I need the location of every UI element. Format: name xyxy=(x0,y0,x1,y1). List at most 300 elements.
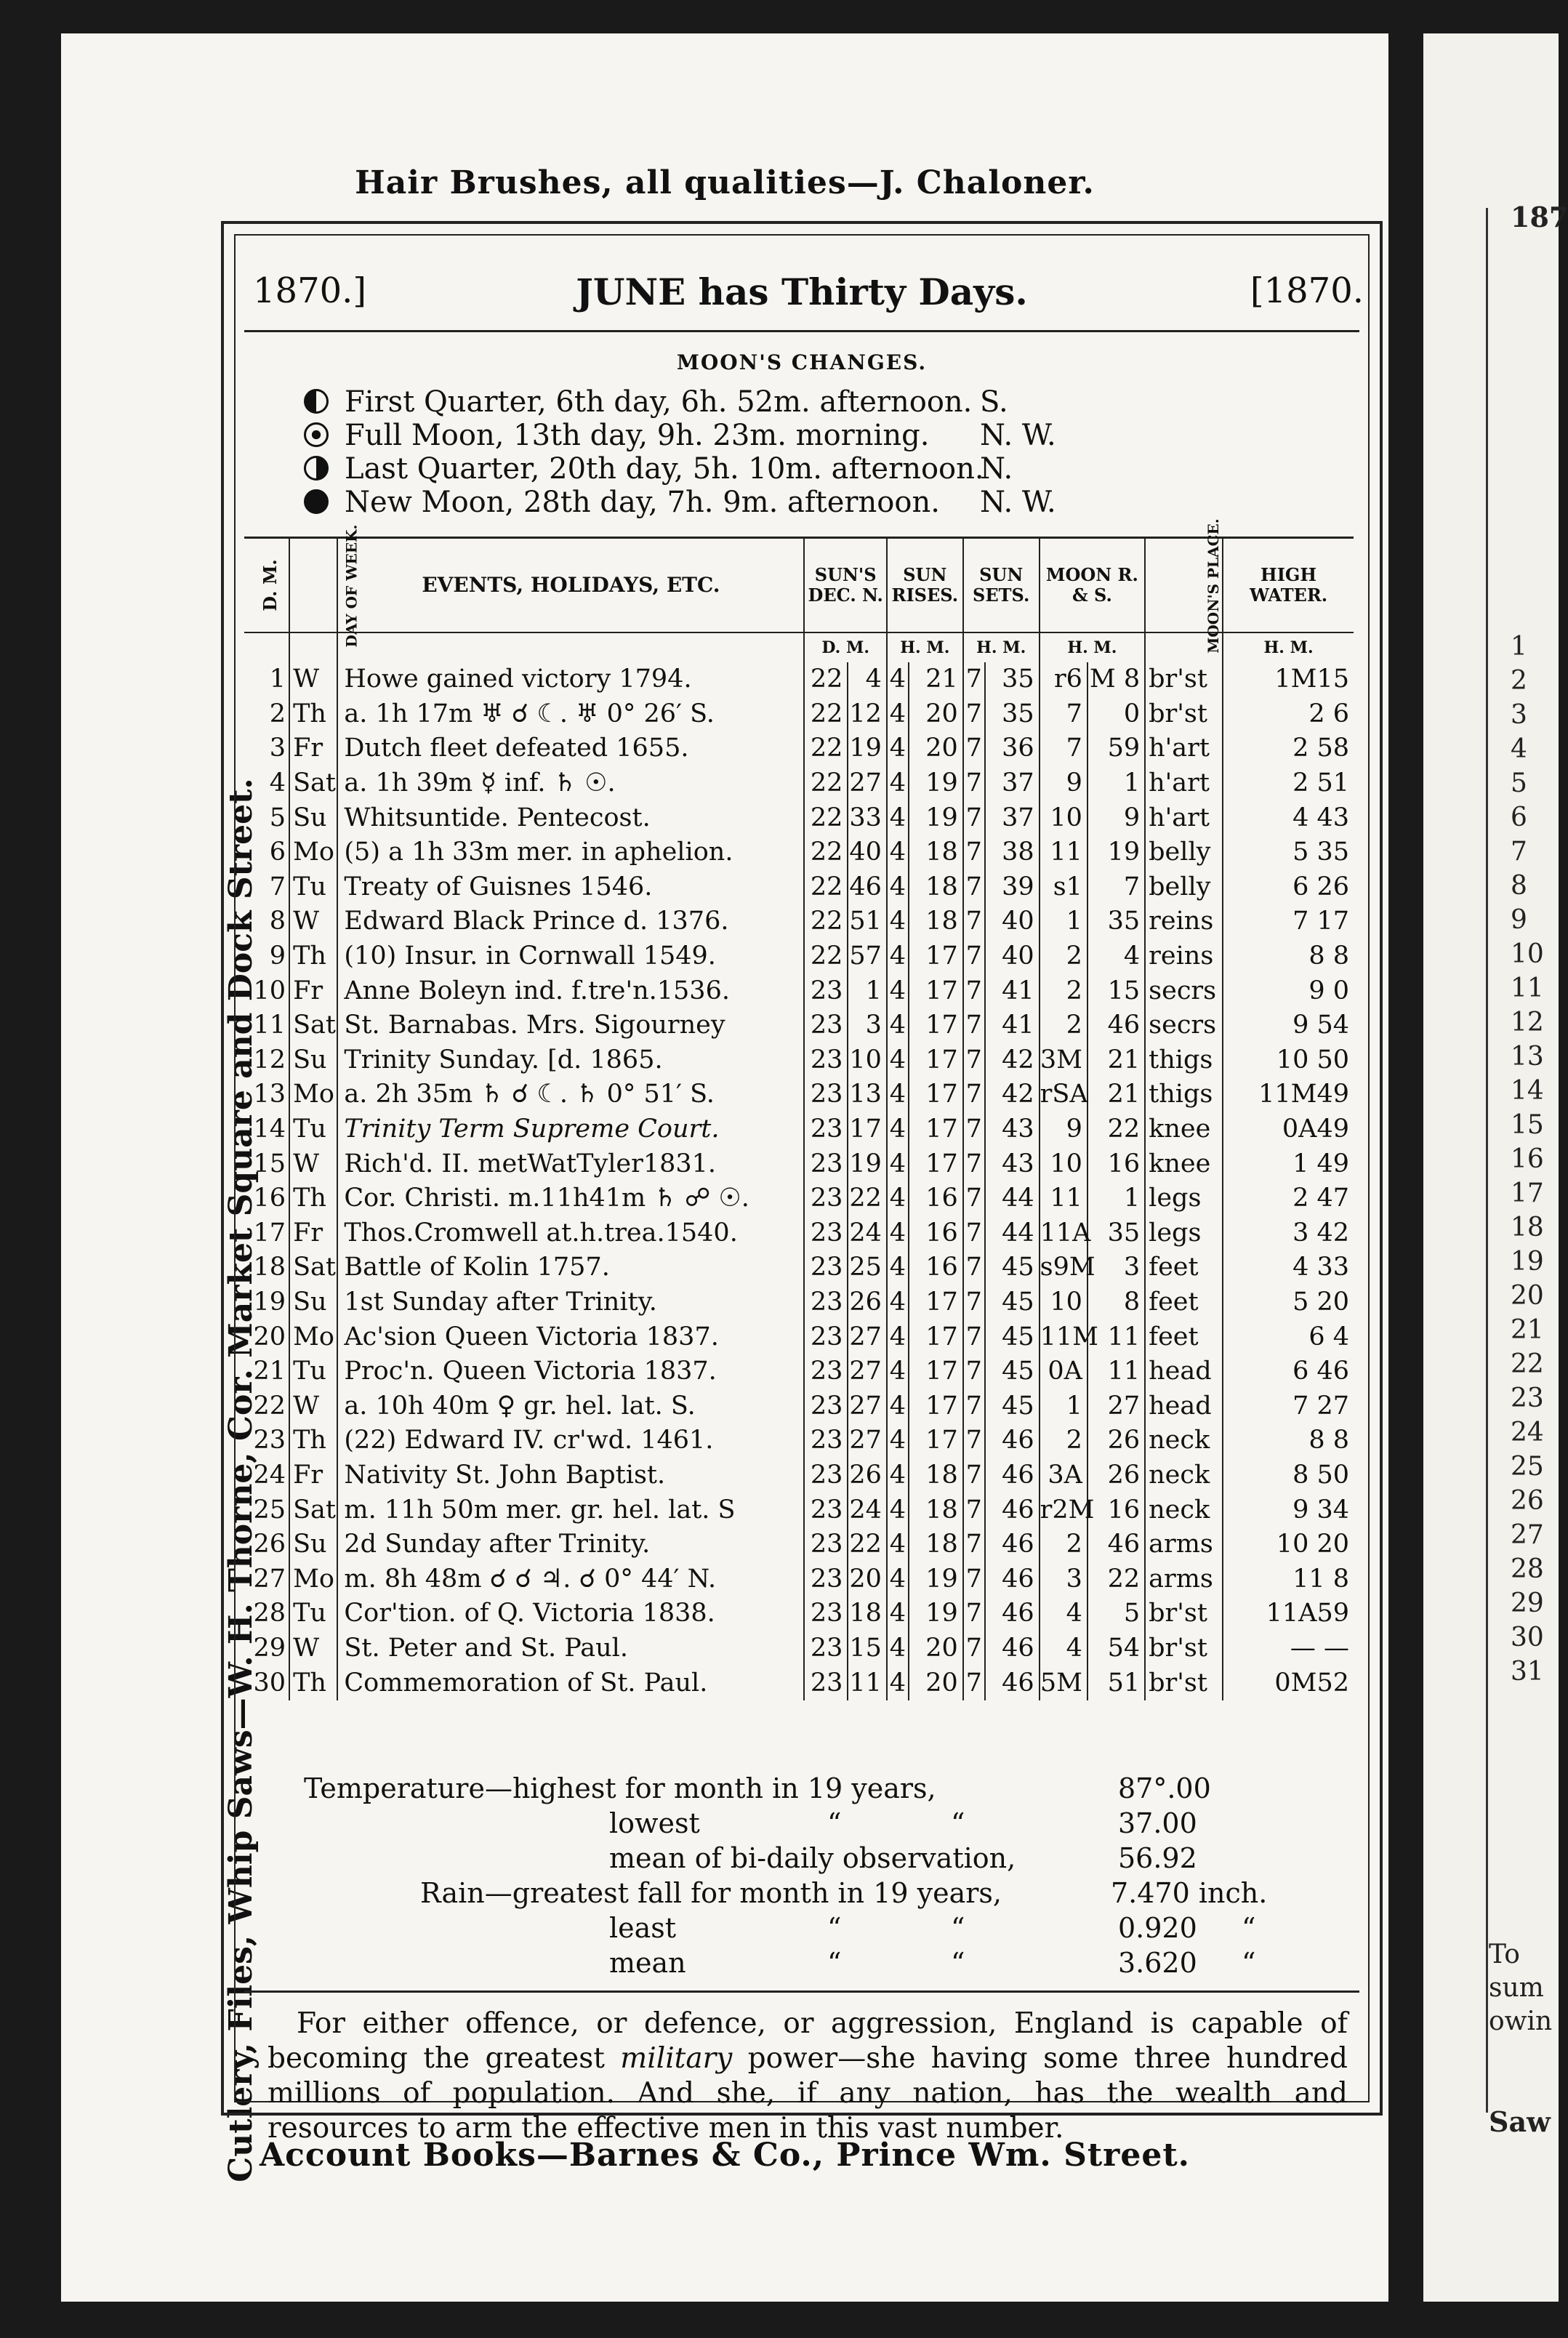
cell-set-min: 44 xyxy=(985,1216,1040,1251)
cell-set-hour: 7 xyxy=(963,939,985,974)
cell-event: Whitsuntide. Pentecost. xyxy=(337,800,804,835)
cell-moon-place: br'st xyxy=(1145,662,1223,697)
essay-paragraph: For either offence, or defence, or aggression, England is capable of becoming the greatest military power—she having some three hundred millions of population. And she, if any nation, has the wealth and resources to arm the effective men in this vast number. xyxy=(268,2007,1348,2145)
cell-set-min: 40 xyxy=(985,939,1040,974)
cell-moon-min: 46 xyxy=(1087,1527,1145,1562)
cell-high-water: 7 27 xyxy=(1223,1389,1354,1423)
col-header-sun-rises: SUN RISES. xyxy=(887,538,963,633)
cell-rise-hour: 4 xyxy=(887,1631,909,1666)
cell-moon-place: arms xyxy=(1145,1527,1223,1562)
cell-moon-place: knee xyxy=(1145,1146,1223,1181)
next-page-day-number: 9 xyxy=(1511,905,1527,935)
cell-moon-place: br'st xyxy=(1145,697,1223,732)
cell-rise-hour: 4 xyxy=(887,973,909,1008)
cell-moon-min: 16 xyxy=(1087,1146,1145,1181)
cell-set-min: 38 xyxy=(985,835,1040,870)
cell-dec-min: 27 xyxy=(848,1423,887,1458)
cell-day-of-month: 18 xyxy=(253,1253,286,1282)
cell-dec-min: 11 xyxy=(848,1666,887,1700)
cell-moon-min: 35 xyxy=(1087,904,1145,939)
cell-high-water: 6 4 xyxy=(1223,1319,1354,1354)
cell-dec-min: 46 xyxy=(848,870,887,905)
table-row xyxy=(244,1423,1354,1458)
first-quarter-icon xyxy=(304,389,329,414)
cell-set-min: 40 xyxy=(985,904,1040,939)
cell-dec-deg: 23 xyxy=(804,1389,848,1423)
cell-day-of-month: 10 xyxy=(253,976,286,1005)
next-page-day-number: 29 xyxy=(1511,1588,1544,1618)
cell-rise-min: 20 xyxy=(909,731,963,766)
full-moon-icon xyxy=(304,422,329,447)
cell-moon-min: 26 xyxy=(1087,1458,1145,1493)
cell-rise-min: 17 xyxy=(909,1008,963,1043)
cell-event: Rich'd. II. metWatTyler1831. xyxy=(337,1146,804,1181)
cell-rise-min: 19 xyxy=(909,800,963,835)
next-page-day-number: 18 xyxy=(1511,1213,1544,1242)
cell-rise-hour: 4 xyxy=(887,1216,909,1251)
rain-mean-value: 3.620 xyxy=(1118,1947,1197,1979)
cell-day-of-week: Su xyxy=(289,1043,337,1078)
cell-moon-hour: s9M xyxy=(1040,1250,1087,1285)
cell-high-water: 2 6 xyxy=(1223,697,1354,732)
header-rule xyxy=(244,330,1359,332)
temp-lowest-value: 37.00 xyxy=(1118,1807,1197,1839)
next-page-day-number: 25 xyxy=(1511,1452,1544,1482)
cell-day-of-month: 11 xyxy=(253,1011,286,1040)
cell-high-water: 3 42 xyxy=(1223,1216,1354,1251)
cell-rise-hour: 4 xyxy=(887,1319,909,1354)
temp-highest-label: Temperature—highest for month in 19 years, xyxy=(304,1772,936,1804)
cell-moon-min: 3 xyxy=(1087,1250,1145,1285)
cell-moon-hour: 2 xyxy=(1040,973,1087,1008)
cell-moon-min: 21 xyxy=(1087,1077,1145,1112)
next-page-day-number: 21 xyxy=(1511,1315,1544,1345)
cell-high-water: 0M52 xyxy=(1223,1666,1354,1700)
cell-rise-min: 17 xyxy=(909,1285,963,1320)
cell-event: St. Barnabas. Mrs. Sigourney xyxy=(337,1008,804,1043)
cell-moon-min: 16 xyxy=(1087,1493,1145,1527)
cell-rise-min: 20 xyxy=(909,1631,963,1666)
cell-day-of-week: Su xyxy=(289,1285,337,1320)
cell-dec-deg: 23 xyxy=(804,1250,848,1285)
cell-high-water: 8 8 xyxy=(1223,1423,1354,1458)
cell-day-of-week: Fr xyxy=(289,1458,337,1493)
moon-change-last-quarter xyxy=(304,452,1013,486)
cell-rise-min: 17 xyxy=(909,973,963,1008)
cell-rise-hour: 4 xyxy=(887,1077,909,1112)
cell-rise-min: 17 xyxy=(909,1389,963,1423)
cell-dec-min: 22 xyxy=(848,1181,887,1216)
cell-rise-min: 17 xyxy=(909,1112,963,1147)
cell-day-of-week: Th xyxy=(289,1666,337,1700)
table-row xyxy=(244,1562,1354,1596)
col-header-sun-sets: SUN SETS. xyxy=(963,538,1040,633)
table-row xyxy=(244,697,1354,732)
moon-change-text: Full Moon, 13th day, 9h. 23m. morning. xyxy=(345,419,930,452)
cell-dec-min: 27 xyxy=(848,1389,887,1423)
cell-moon-hour: 2 xyxy=(1040,1008,1087,1043)
table-row xyxy=(244,1389,1354,1423)
next-page-day-number: 20 xyxy=(1511,1281,1544,1311)
cell-set-hour: 7 xyxy=(963,1077,985,1112)
cell-dec-min: 27 xyxy=(848,1354,887,1389)
cell-set-hour: 7 xyxy=(963,731,985,766)
cell-set-hour: 7 xyxy=(963,1146,985,1181)
cell-rise-min: 16 xyxy=(909,1216,963,1251)
rain-least-label: least xyxy=(609,1912,677,1944)
table-row xyxy=(244,870,1354,905)
moon-change-wind: N. xyxy=(980,452,1013,486)
cell-rise-min: 18 xyxy=(909,1527,963,1562)
cell-moon-place: arms xyxy=(1145,1562,1223,1596)
cell-moon-hour: 0A xyxy=(1040,1354,1087,1389)
subheader-set: H. M. xyxy=(963,632,1040,662)
cell-rise-hour: 4 xyxy=(887,870,909,905)
cell-day-of-week: W xyxy=(289,1146,337,1181)
cell-high-water: 6 46 xyxy=(1223,1354,1354,1389)
cell-moon-hour: 4 xyxy=(1040,1631,1087,1666)
rain-greatest-value: 7.470 inch. xyxy=(1111,1877,1268,1909)
cell-high-water: 10 50 xyxy=(1223,1043,1354,1078)
cell-moon-min: 11 xyxy=(1087,1354,1145,1389)
subheader-moon: H. M. xyxy=(1040,632,1146,662)
cell-set-min: 43 xyxy=(985,1112,1040,1147)
cell-moon-hour: 9 xyxy=(1040,1112,1087,1147)
cell-event: Edward Black Prince d. 1376. xyxy=(337,904,804,939)
cell-rise-hour: 4 xyxy=(887,731,909,766)
cell-day-of-month: 4 xyxy=(269,768,286,798)
cell-dec-min: 18 xyxy=(848,1596,887,1631)
cell-day-of-week: Mo xyxy=(289,1319,337,1354)
cell-moon-hour: 7 xyxy=(1040,697,1087,732)
essay-rule xyxy=(244,1990,1359,1993)
cell-day-of-week: Tu xyxy=(289,1596,337,1631)
subheader-water: H. M. xyxy=(1223,632,1354,662)
cell-moon-min: 5 xyxy=(1087,1596,1145,1631)
cell-moon-min: 15 xyxy=(1087,973,1145,1008)
cell-set-hour: 7 xyxy=(963,870,985,905)
cell-day-of-week: Sat xyxy=(289,1493,337,1527)
cell-set-hour: 7 xyxy=(963,1458,985,1493)
cell-set-hour: 7 xyxy=(963,1527,985,1562)
table-row xyxy=(244,1319,1354,1354)
cell-moon-place: feet xyxy=(1145,1250,1223,1285)
cell-set-hour: 7 xyxy=(963,1216,985,1251)
cell-high-water: 11M49 xyxy=(1223,1077,1354,1112)
cell-set-hour: 7 xyxy=(963,1562,985,1596)
cell-set-min: 45 xyxy=(985,1354,1040,1389)
subheader-rise: H. M. xyxy=(887,632,963,662)
cell-moon-min: 35 xyxy=(1087,1216,1145,1251)
adjacent-page-fragment xyxy=(1423,33,1568,2302)
cell-high-water: 9 0 xyxy=(1223,973,1354,1008)
moon-change-text: New Moon, 28th day, 7h. 9m. afternoon. xyxy=(345,486,940,519)
cell-day-of-month: 6 xyxy=(269,837,286,867)
cell-event: (10) Insur. in Cornwall 1549. xyxy=(337,939,804,974)
cell-rise-min: 18 xyxy=(909,904,963,939)
cell-high-water: 7 17 xyxy=(1223,904,1354,939)
cell-set-min: 46 xyxy=(985,1527,1040,1562)
table-row xyxy=(244,1527,1354,1562)
cell-set-min: 45 xyxy=(985,1285,1040,1320)
cell-set-hour: 7 xyxy=(963,766,985,801)
cell-dec-min: 17 xyxy=(848,1112,887,1147)
cell-moon-place: belly xyxy=(1145,870,1223,905)
cell-dec-min: 51 xyxy=(848,904,887,939)
next-page-day-number: 31 xyxy=(1511,1657,1544,1687)
cell-dec-deg: 22 xyxy=(804,835,848,870)
table-header-row xyxy=(244,538,1354,633)
cell-rise-hour: 4 xyxy=(887,1596,909,1631)
cell-set-hour: 7 xyxy=(963,1285,985,1320)
cell-event: Nativity St. John Baptist. xyxy=(337,1458,804,1493)
table-row xyxy=(244,904,1354,939)
next-page-day-number: 22 xyxy=(1511,1349,1544,1379)
next-page-day-number: 30 xyxy=(1511,1623,1544,1652)
cell-moon-min: 1 xyxy=(1087,766,1145,801)
cell-moon-min: 8 xyxy=(1087,1285,1145,1320)
ditto-mark: “ xyxy=(827,1947,842,1979)
cell-rise-hour: 4 xyxy=(887,697,909,732)
moon-changes-title: MOON'S CHANGES. xyxy=(676,350,928,374)
ditto-mark: “ xyxy=(1242,1947,1256,1979)
cell-moon-min: 4 xyxy=(1087,939,1145,974)
cell-moon-hour: 10 xyxy=(1040,1285,1087,1320)
next-page-day-number: 2 xyxy=(1511,666,1527,696)
cell-set-min: 46 xyxy=(985,1596,1040,1631)
cell-rise-min: 19 xyxy=(909,1562,963,1596)
table-row xyxy=(244,1043,1354,1078)
cell-set-min: 35 xyxy=(985,662,1040,697)
header-year-left: 1870.] xyxy=(253,270,367,311)
cell-set-min: 46 xyxy=(985,1666,1040,1700)
cell-moon-place: feet xyxy=(1145,1285,1223,1320)
cell-rise-hour: 4 xyxy=(887,904,909,939)
cell-day-of-week: Fr xyxy=(289,973,337,1008)
cell-day-of-month: 23 xyxy=(253,1426,286,1455)
ditto-mark: “ xyxy=(827,1912,842,1944)
col-header-sun-declination: SUN'S DEC. N. xyxy=(804,538,886,633)
cell-set-hour: 7 xyxy=(963,1596,985,1631)
ditto-mark: “ xyxy=(951,1947,965,1979)
cell-high-water: 8 8 xyxy=(1223,939,1354,974)
calendar-table xyxy=(244,518,1354,1700)
cell-dec-min: 13 xyxy=(848,1077,887,1112)
cell-event: (5) a 1h 33m mer. in aphelion. xyxy=(337,835,804,870)
table-row xyxy=(244,662,1354,697)
cell-event: St. Peter and St. Paul. xyxy=(337,1631,804,1666)
cell-set-hour: 7 xyxy=(963,1181,985,1216)
cell-dec-deg: 23 xyxy=(804,1631,848,1666)
cell-moon-place: h'art xyxy=(1145,766,1223,801)
cell-day-of-week: Sat xyxy=(289,766,337,801)
table-row xyxy=(244,1146,1354,1181)
cell-high-water: 5 35 xyxy=(1223,835,1354,870)
cell-rise-min: 17 xyxy=(909,1077,963,1112)
cell-set-hour: 7 xyxy=(963,1389,985,1423)
cell-dec-deg: 22 xyxy=(804,731,848,766)
cell-day-of-week: W xyxy=(289,662,337,697)
cell-rise-hour: 4 xyxy=(887,939,909,974)
cell-event: m. 11h 50m mer. gr. hel. lat. S xyxy=(337,1493,804,1527)
table-row xyxy=(244,939,1354,974)
cell-dec-deg: 23 xyxy=(804,1458,848,1493)
cell-set-min: 35 xyxy=(985,697,1040,732)
cell-moon-place: h'art xyxy=(1145,800,1223,835)
cell-day-of-week: Th xyxy=(289,939,337,974)
cell-dec-deg: 23 xyxy=(804,1181,848,1216)
table-row xyxy=(244,973,1354,1008)
cell-rise-hour: 4 xyxy=(887,800,909,835)
next-page-text-fragment: To sum owin xyxy=(1489,1940,1553,2036)
cell-rise-hour: 4 xyxy=(887,1666,909,1700)
cell-dec-deg: 23 xyxy=(804,1008,848,1043)
cell-dec-deg: 23 xyxy=(804,1146,848,1181)
table-row xyxy=(244,1216,1354,1251)
cell-rise-min: 17 xyxy=(909,1146,963,1181)
cell-event: Thos.Cromwell at.h.trea.1540. xyxy=(337,1216,804,1251)
cell-day-of-week: W xyxy=(289,1389,337,1423)
cell-moon-place: feet xyxy=(1145,1319,1223,1354)
cell-set-hour: 7 xyxy=(963,800,985,835)
cell-dec-min: 57 xyxy=(848,939,887,974)
next-page-day-number: 5 xyxy=(1511,768,1527,798)
cell-dec-min: 27 xyxy=(848,1319,887,1354)
side-advertisement: Cutlery, Files, Whip Saws—W. H. Thorne, Cor. Market Square and Dock Street. xyxy=(222,778,260,2182)
table-row xyxy=(244,1493,1354,1527)
cell-day-of-month: 25 xyxy=(253,1495,286,1524)
temp-lowest-label: lowest xyxy=(609,1807,700,1839)
cell-moon-place: thigs xyxy=(1145,1043,1223,1078)
cell-day-of-month: 1 xyxy=(269,664,286,694)
cell-event: Commemoration of St. Paul. xyxy=(337,1666,804,1700)
cell-dec-min: 33 xyxy=(848,800,887,835)
cell-day-of-month: 3 xyxy=(269,734,286,763)
cell-event: m. 8h 48m ☌ ☌ ♃. ☌ 0° 44′ N. xyxy=(337,1562,804,1596)
bottom-advertisement: Account Books—Barnes & Co., Prince Wm. Street. xyxy=(260,2137,1190,2174)
cell-moon-min: 26 xyxy=(1087,1423,1145,1458)
cell-moon-min: 21 xyxy=(1087,1043,1145,1078)
temp-mean-value: 56.92 xyxy=(1118,1842,1197,1874)
cell-moon-place: reins xyxy=(1145,904,1223,939)
cell-dec-deg: 23 xyxy=(804,1112,848,1147)
cell-high-water: 4 33 xyxy=(1223,1250,1354,1285)
cell-dec-deg: 22 xyxy=(804,870,848,905)
cell-dec-deg: 22 xyxy=(804,662,848,697)
cell-day-of-week: Tu xyxy=(289,1112,337,1147)
cell-day-of-week: Th xyxy=(289,1181,337,1216)
cell-set-min: 36 xyxy=(985,731,1040,766)
cell-moon-min: 9 xyxy=(1087,800,1145,835)
cell-moon-hour: s1 xyxy=(1040,870,1087,905)
cell-day-of-month: 7 xyxy=(269,872,286,901)
cell-moon-hour: 11A xyxy=(1040,1216,1087,1251)
temp-mean-label: mean of bi-daily observation, xyxy=(609,1842,1016,1874)
cell-event: Battle of Kolin 1757. xyxy=(337,1250,804,1285)
cell-moon-hour: r6 xyxy=(1040,662,1087,697)
cell-rise-min: 16 xyxy=(909,1250,963,1285)
cell-moon-min: 27 xyxy=(1087,1389,1145,1423)
moon-change-wind: N. W. xyxy=(980,486,1056,519)
moon-change-wind: S. xyxy=(980,385,1008,419)
ditto-mark: “ xyxy=(827,1807,842,1839)
cell-set-hour: 7 xyxy=(963,1666,985,1700)
cell-day-of-week: Tu xyxy=(289,870,337,905)
cell-high-water: 0A49 xyxy=(1223,1112,1354,1147)
cell-rise-hour: 4 xyxy=(887,1527,909,1562)
cell-moon-place: h'art xyxy=(1145,731,1223,766)
cell-dec-deg: 22 xyxy=(804,697,848,732)
cell-rise-hour: 4 xyxy=(887,1458,909,1493)
cell-rise-hour: 4 xyxy=(887,1354,909,1389)
cell-dec-deg: 23 xyxy=(804,1423,848,1458)
cell-event: a. 1h 39m ☿ inf. ♄ ☉. xyxy=(337,766,804,801)
cell-moon-hour: 11 xyxy=(1040,835,1087,870)
cell-dec-min: 10 xyxy=(848,1043,887,1078)
cell-rise-min: 17 xyxy=(909,1043,963,1078)
cell-rise-hour: 4 xyxy=(887,1562,909,1596)
cell-set-min: 41 xyxy=(985,1008,1040,1043)
cell-moon-hour: 2 xyxy=(1040,939,1087,974)
cell-dec-deg: 23 xyxy=(804,1043,848,1078)
cell-moon-place: head xyxy=(1145,1354,1223,1389)
cell-moon-hour: r2M xyxy=(1040,1493,1087,1527)
col-header-day-of-week: DAY OF WEEK. xyxy=(289,538,337,633)
cell-rise-min: 17 xyxy=(909,939,963,974)
cell-rise-hour: 4 xyxy=(887,1250,909,1285)
cell-day-of-week: W xyxy=(289,904,337,939)
cell-dec-deg: 22 xyxy=(804,800,848,835)
cell-set-min: 45 xyxy=(985,1389,1040,1423)
cell-dec-deg: 23 xyxy=(804,1596,848,1631)
cell-moon-min: 51 xyxy=(1087,1666,1145,1700)
cell-day-of-month: 27 xyxy=(253,1564,286,1594)
cell-day-of-month: 28 xyxy=(253,1599,286,1628)
cell-day-of-month: 13 xyxy=(253,1080,286,1109)
ditto-mark: “ xyxy=(1242,1912,1256,1944)
cell-event: 1st Sunday after Trinity. xyxy=(337,1285,804,1320)
cell-rise-hour: 4 xyxy=(887,766,909,801)
table-row xyxy=(244,1112,1354,1147)
cell-event: Trinity Sunday. [d. 1865. xyxy=(337,1043,804,1078)
cell-dec-min: 19 xyxy=(848,1146,887,1181)
moon-change-full-moon xyxy=(304,419,1056,452)
cell-moon-hour: 5M xyxy=(1040,1666,1087,1700)
cell-moon-hour: 10 xyxy=(1040,1146,1087,1181)
cell-high-water: 8 50 xyxy=(1223,1458,1354,1493)
cell-day-of-week: Tu xyxy=(289,1354,337,1389)
table-subheader-row xyxy=(244,632,1354,662)
cell-dec-deg: 23 xyxy=(804,1319,848,1354)
cell-day-of-week: Fr xyxy=(289,731,337,766)
cell-set-min: 41 xyxy=(985,973,1040,1008)
cell-dec-min: 1 xyxy=(848,973,887,1008)
cell-rise-min: 21 xyxy=(909,662,963,697)
table-row xyxy=(244,1354,1354,1389)
cell-event: Ac'sion Queen Victoria 1837. xyxy=(337,1319,804,1354)
moon-change-text: First Quarter, 6th day, 6h. 52m. afternoon. xyxy=(345,385,973,419)
cell-set-hour: 7 xyxy=(963,1354,985,1389)
cell-dec-min: 4 xyxy=(848,662,887,697)
cell-high-water: 5 20 xyxy=(1223,1285,1354,1320)
cell-set-min: 45 xyxy=(985,1319,1040,1354)
cell-moon-hour: 3A xyxy=(1040,1458,1087,1493)
cell-day-of-week: Su xyxy=(289,1527,337,1562)
cell-moon-place: br'st xyxy=(1145,1631,1223,1666)
cell-set-hour: 7 xyxy=(963,1493,985,1527)
cell-day-of-month: 22 xyxy=(253,1391,286,1421)
cell-day-of-month: 17 xyxy=(253,1218,286,1248)
